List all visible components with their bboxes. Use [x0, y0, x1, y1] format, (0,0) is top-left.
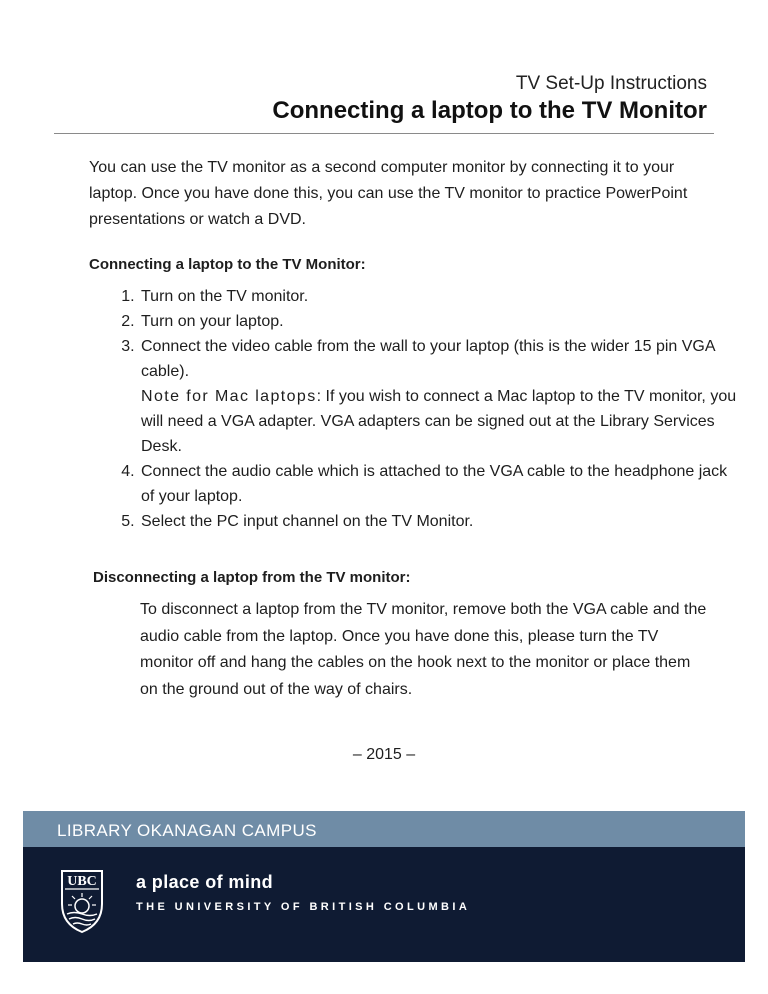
document-subtitle: TV Set-Up Instructions: [515, 73, 707, 94]
ubc-logo-text: UBC: [67, 874, 97, 889]
connecting-steps: [110, 284, 739, 534]
footer-branding: [23, 847, 745, 962]
step-item: [139, 284, 739, 309]
document-title: Connecting a laptop to the TV Monitor: [272, 97, 707, 124]
step-item: [139, 459, 739, 509]
disconnecting-paragraph: To disconnect a laptop from the TV monitor, remove both the VGA cable and the audio cable from the laptop. Once you have done this, please turn the TV monitor off and hang the cables on the hook next to the monitor or place them on the ground out of the way of chairs.: [140, 601, 707, 698]
footer-campus-band: [23, 811, 745, 847]
connecting-heading: Connecting a laptop to the TV Monitor:: [89, 256, 366, 273]
step-text: Connect the audio cable which is attached to the VGA cable to the headphone jack of your laptop.: [141, 463, 728, 505]
university-name: THE UNIVERSITY OF BRITISH COLUMBIA: [136, 901, 471, 913]
disconnecting-heading: Disconnecting a laptop from the TV monitor:: [93, 569, 411, 586]
tagline: a place of mind: [136, 872, 274, 892]
step-text: Connect the video cable from the wall to your laptop (this is the wider 15 pin VGA cable).: [141, 338, 715, 380]
step-text: Select the PC input channel on the TV Monitor.: [141, 513, 474, 530]
step-item: [139, 309, 739, 334]
step-text: Turn on your laptop.: [141, 313, 284, 330]
year-label: – 2015 –: [352, 746, 416, 763]
step-item: [139, 509, 739, 534]
mac-note-label: Note for Mac laptops: [141, 388, 317, 405]
intro-paragraph: You can use the TV monitor as a second computer monitor by connecting it to your laptop. Once you have done this, you can use the TV monitor to practice PowerPoint presentations or watch a DVD.: [89, 159, 688, 228]
header-divider: [54, 133, 714, 134]
campus-name: LIBRARY OKANAGAN CAMPUS: [57, 821, 317, 840]
mac-note-text: : If you wish to connect a Mac laptop to the TV monitor, you will need a VGA adapter. VGA adapters can be signed out at the Library Services Desk.: [141, 388, 737, 455]
step-item: [139, 334, 739, 459]
ubc-crest-logo: [59, 868, 105, 934]
step-text: Turn on the TV monitor.: [141, 288, 309, 305]
